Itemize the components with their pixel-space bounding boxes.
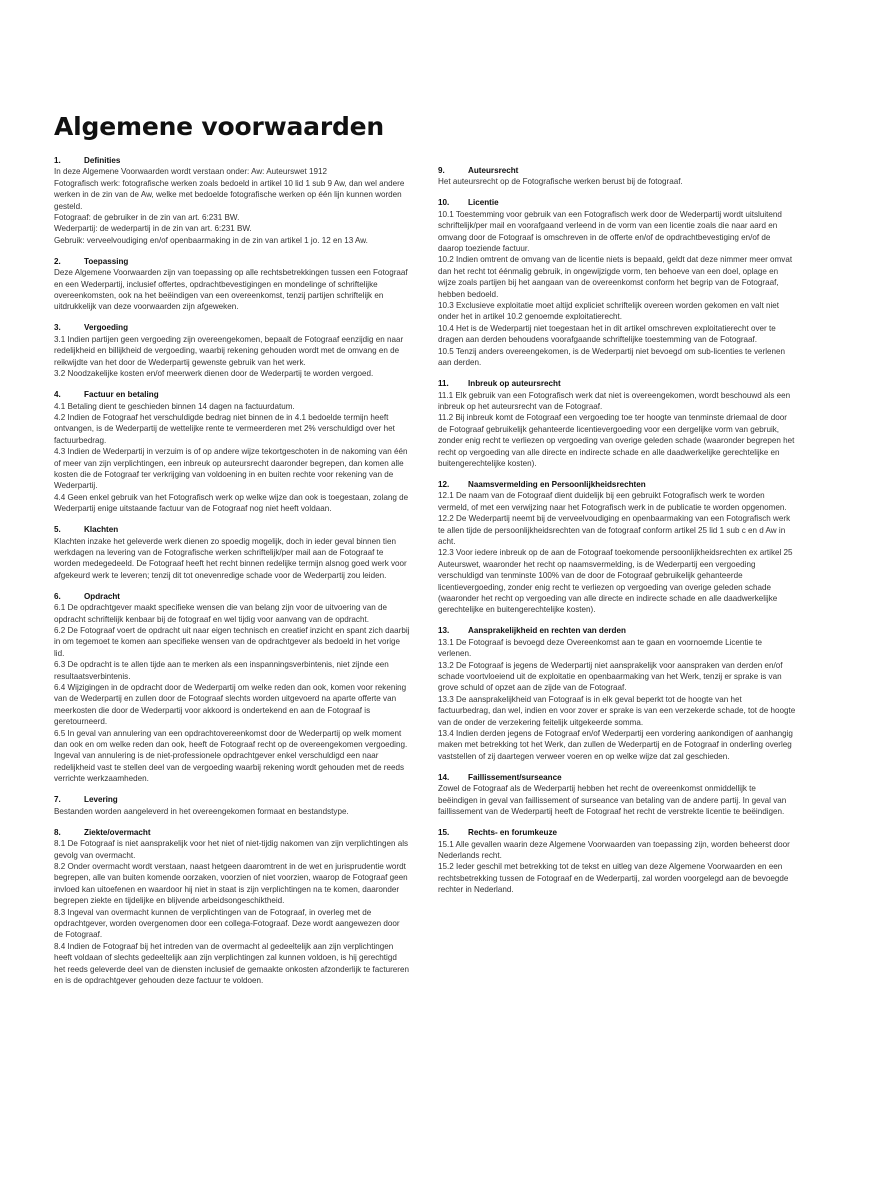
section <box>438 827 796 895</box>
paragraph: 13.2 De Fotograaf is jegens de Wederpartij niet aansprakelijk voor aanspraken van derden en/of schade voortvloeiend uit de exploitatie en openbaarmaking van het Werk, tenzij er sprake is van grove schuld of opzet aan de zijde van de Fotograaf. <box>438 660 783 693</box>
paragraph: 12.2 De Wederpartij neemt bij de verveelvoudiging en openbaarmaking van een Fotografisch werk te allen tijde de persoonlijkheidsrechten van de fotograaf conform artikel 25 lid 1 sub c en d Aw in acht. <box>438 514 791 546</box>
section-number: 11. <box>438 379 449 389</box>
section-number: 1. <box>54 156 61 165</box>
section-number: 9. <box>438 166 445 175</box>
paragraph: 10.4 Het is de Wederpartij niet toegestaan het in dit artikel omschreven exploitatierecht over te dragen aan derden behoudens voorafgaande schriftelijke toestemming van de Fotograaf. <box>438 323 776 345</box>
paragraph: 4.2 Indien de Fotograaf het verschuldigde bedrag niet binnen de in 4.1 bedoelde termijn heeft ontvangen, is de Wederpartij de wettelijke rente te vermeerderen met 2% verschuldigd over het factuurbedrag. <box>54 412 395 445</box>
right-column <box>438 165 796 905</box>
section-title: Ziekte/overmacht <box>84 827 151 837</box>
section-title: Factuur en betaling <box>84 390 159 400</box>
paragraph: 15.2 Ieder geschil met betrekking tot de tekst en uitleg van deze Algemene Voorwaarden en een rechtsbetrekking tussen de Fotograaf en de Wederpartij, zal worden voorgelegd aan de bevoegde rechter in Nederland. <box>438 862 789 895</box>
section-title: Levering <box>84 795 118 805</box>
paragraph: 8.3 Ingeval van overmacht kunnen de verplichtingen van de Fotograaf, in overleg met de opdrachtgever, worden overgenomen door een collega-Fotograaf. Deze wordt aangewezen door de Fotograaf. <box>54 907 400 940</box>
section-number: 10. <box>438 198 450 208</box>
paragraph: 6.5 In geval van annulering van een opdrachtovereenkomst door de Wederpartij op welk moment dan ook en om welke reden dan ook, heeft de Fotograaf recht op de overeengekomen vergoeding. Ingeval van annulering is de niet-professionele opdrachtgever enkel verschuldigd een naar redelijkheid vast te stellen deel van de vergoeding waarbij rekening wordt gehouden met de reeds verrichte werkzaamheden. <box>54 728 408 784</box>
section <box>54 591 410 785</box>
paragraph: Het auteursrecht op de Fotografische werken berust bij de fotograaf. <box>438 177 683 187</box>
section <box>54 155 410 246</box>
paragraph: Klachten inzake het geleverde werk dienen zo spoedig mogelijk, doch in ieder geval binnen tien werkdagen na levering van de Fotografische werken schriftelijk/per mail aan de Fotograaf te worden medegedeeld. De Fotograaf heeft het recht binnen redelijke termijn alsnog goed werk voor afgekeurd werk te leveren; tenzij dit tot onevenredige schade voor de Wederpartij zou leiden. <box>54 536 407 580</box>
paragraph: 8.2 Onder overmacht wordt verstaan, naast hetgeen daaromtrent in de wet en jurisprudentie wordt begrepen, alle van buiten komende oorzaken, voorzien of niet voorzien, waarop de Fotograaf geen invloed kan uitoefenen en waardoor hij niet in staat is zijn verplichtingen na te komen, daaronder begrepen ziekte en tijdelijke en blijvende arbeidsongeschiktheid. <box>54 861 408 906</box>
paragraph: In deze Algemene Voorwaarden wordt verstaan onder: Aw: Auteurswet 1912 <box>54 167 327 177</box>
section-heading <box>54 827 410 838</box>
paragraph: 13.1 De Fotograaf is bevoegd deze Overeenkomst aan te gaan en voornoemde Licentie te verlenen. <box>438 637 762 659</box>
paragraph: 15.1 Alle gevallen waarin deze Algemene Voorwaarden van toepassing zijn, worden beheerst door Nederlands recht. <box>438 839 790 860</box>
section-title: Aansprakelijkheid en rechten van derden <box>468 626 626 636</box>
section-number: 14. <box>438 772 450 782</box>
section <box>54 827 410 987</box>
paragraph: 4.4 Geen enkel gebruik van het Fotografisch werk op welke wijze dan ook is toegestaan, zolang de Wederpartij enige uitstaande factuur van de Fotograaf nog niet heeft voldaan. <box>54 492 409 514</box>
paragraph: 12.1 De naam van de Fotograaf dient duidelijk bij een gebruikt Fotografisch werk te worden vermeld, of met een verwijzing naar het Fotografisch werk in de publicatie te worden opgenomen. <box>438 491 787 512</box>
section-heading <box>438 625 796 636</box>
paragraph: 11.2 Bij inbreuk komt de Fotograaf een vergoeding toe ter hoogte van tenminste driemaal de door de Fotograaf gebruikelijk gehanteerde licentievergoeding voor een dergelijke vorm van gebruik, zonder enig recht te verliezen op vergoeding van overige geleden schade (waaronder begrepen het recht op vergoeding van alle directe en indirecte schade en alle daadwerkelijke gerechtelijke en buitengerechtelijke kosten). <box>438 413 795 468</box>
paragraph: 11.1 Elk gebruik van een Fotografisch werk dat niet is overeengekomen, wordt beschouwd als een inbreuk op het auteursrecht van de Fotograaf. <box>438 390 791 411</box>
section-heading <box>54 389 410 400</box>
section-title: Inbreuk op auteursrecht <box>468 379 561 389</box>
section-number: 4. <box>54 390 61 400</box>
section-heading <box>438 165 796 176</box>
section-heading <box>438 827 796 838</box>
paragraph: 13.3 De aansprakelijkheid van Fotograaf is in elk geval beperkt tot de hoogte van het factuurbedrag, dan wel, indien en voor zover er sprake is van een verzekerde schade, tot de hoogte van de onder de verzekering feitelijk uitgekeerde somma. <box>438 694 796 727</box>
paragraph: 3.2 Noodzakelijke kosten en/of meerwerk dienen door de Wederpartij te worden vergoed. <box>54 369 374 379</box>
section-number: 5. <box>54 525 61 535</box>
paragraph: Fotografisch werk: fotografische werken zoals bedoeld in artikel 10 lid 1 sub 9 Aw, dan wel andere werken in de zin van de Aw, welke met bedoelde fotografische werken op één lijn kunnen worden gesteld. <box>54 178 405 211</box>
section-title: Opdracht <box>84 591 120 601</box>
section <box>438 772 796 818</box>
paragraph: 10.1 Toestemming voor gebruik van een Fotografisch werk door de Wederpartij wordt uitsluitend schriftelijk/per mail en voorafgaand verleend in de vorm van een licentie zoals die naar aard en omvang door de Fotograaf is omschreven in de offerte en/of de opdrachtbevestiging en/of de daarop toeziende factuur. <box>438 209 782 254</box>
paragraph: 4.1 Betaling dient te geschieden binnen 14 dagen na factuurdatum. <box>54 401 295 411</box>
section-number: 3. <box>54 323 61 333</box>
section-heading <box>54 591 410 602</box>
section-title: Toepassing <box>84 256 129 266</box>
section-heading <box>54 794 410 805</box>
page-title: Algemene voorwaarden <box>54 112 385 141</box>
section-heading <box>438 197 796 208</box>
section <box>54 389 410 514</box>
section-title: Vergoeding <box>84 323 129 333</box>
section-title: Licentie <box>468 198 499 208</box>
section <box>54 524 410 581</box>
paragraph: Zowel de Fotograaf als de Wederpartij hebben het recht de overeenkomst onmiddellijk te beëindigen in geval van faillissement of surseance van betaling van de andere partij. In geval van faillissement van de Wederpartij heeft de Fotograaf het recht de verstrekte licentie te beëindigen. <box>438 784 787 817</box>
paragraph: 13.4 Indien derden jegens de Fotograaf en/of Wederpartij een vordering aankondigen of aanhangig maken met betrekking tot het Werk, dan zullen de Wederpartij en de Fotograaf in onderling overleg vaststellen of zij daartegen verweer voeren en op welke wijze dat zal geschieden. <box>438 729 793 761</box>
section-heading <box>438 479 796 490</box>
paragraph: 6.3 De opdracht is te allen tijde aan te merken als een inspanningsverbintenis, niet zijnde een resultaatsverbintenis. <box>54 660 389 681</box>
paragraph: 10.5 Tenzij anders overeengekomen, is de Wederpartij niet bevoegd om sub-licenties te verlenen aan derden. <box>438 346 786 368</box>
section <box>438 479 796 616</box>
paragraph: 3.1 Indien partijen geen vergoeding zijn overeengekomen, bepaalt de Fotograaf eenzijdig en naar redelijkheid en billijkheid de vergoeding, waarbij rekening gehouden wordt met de omvang en de reikwijdte van het door de Wederpartij gewenste gebruik van het werk. <box>54 334 404 367</box>
left-column <box>54 155 410 996</box>
paragraph: Gebruik: verveelvoudiging en/of openbaarmaking in de zin van artikel 1 jo. 12 en 13 Aw. <box>54 235 368 245</box>
section <box>438 165 796 188</box>
section-title: Naamsvermelding en Persoonlijkheidsrechten <box>468 479 646 489</box>
paragraph: Bestanden worden aangeleverd in het overeengekomen formaat en bestandstype. <box>54 806 349 816</box>
section-heading <box>54 524 410 535</box>
section <box>54 256 410 313</box>
paragraph: 6.1 De opdrachtgever maakt specifieke wensen die van belang zijn voor de uitvoering van de opdracht schriftelijk kenbaar bij de fotograaf en wel tijdig voor aanvang van de opdracht. <box>54 603 387 624</box>
paragraph: 10.3 Exclusieve exploitatie moet altijd expliciet schriftelijk overeen worden gekomen en valt niet onder het in artikel 10.2 genoemde exploitatierecht. <box>438 301 780 322</box>
paragraph: 4.3 Indien de Wederpartij in verzuim is of op andere wijze tekortgeschoten in de nakoming van één of meer van zijn verplichtingen, een inbreuk op auteursrecht daaronder begrepen, dan komen alle kosten die de Fotograaf ter verkrijging van voldoening in en buiten rechte voor rekening van de Wederpartij. <box>54 447 408 491</box>
paragraph: Wederpartij: de wederpartij in de zin van art. 6:231 BW. <box>54 224 252 234</box>
section <box>438 378 796 469</box>
section <box>438 197 796 368</box>
section <box>54 322 410 379</box>
section-title: Klachten <box>84 525 119 535</box>
section-heading <box>54 155 410 166</box>
section-heading <box>438 378 796 389</box>
paragraph: Deze Algemene Voorwaarden zijn van toepassing op alle rechtsbetrekkingen tussen een Fotograaf en een Wederpartij, inclusief offertes, opdrachtbevestigingen en mondelinge of schriftelijke overeenkomsten, ook na het beëindigen van een overeenkomst, tenzij partijen schriftelijk en uitdrukkelijk van deze voorwaarden zijn afgeweken. <box>54 268 408 312</box>
paragraph: 10.2 Indien omtrent de omvang van de licentie niets is bepaald, geldt dat deze nimmer meer omvat dan het recht tot éénmalig gebruik, in ongewijzigde vorm, ten behoeve van een doel, oplage en wijze zoals partijen bij het aangaan van de overeenkomst conform het begrip van de Fotograaf, hebben bedoeld. <box>438 255 793 299</box>
section <box>438 625 796 762</box>
section-number: 2. <box>54 256 61 266</box>
paragraph: 8.4 Indien de Fotograaf bij het intreden van de overmacht al gedeeltelijk aan zijn verplichtingen heeft voldaan of slechts gedeeltelijk aan zijn verplichtingen zal kunnen voldoen, is hij gerechtigd het reeds geleverde deel van de diensten inclusief de gemaakte onkosten afzonderlijk te factureren en is de opdrachtgever gehouden deze factuur te voldoen. <box>54 941 410 985</box>
section-number: 12. <box>438 479 450 489</box>
section-heading <box>54 322 410 333</box>
section-heading <box>438 772 796 783</box>
section-number: 7. <box>54 795 61 805</box>
section-title: Definities <box>84 156 121 165</box>
section-number: 8. <box>54 827 61 837</box>
section-number: 6. <box>54 591 61 601</box>
section <box>54 794 410 817</box>
paragraph: Fotograaf: de gebruiker in de zin van art. 6:231 BW. <box>54 213 240 223</box>
paragraph: 6.2 De Fotograaf voert de opdracht uit naar eigen technisch en creatief inzicht en spant zich daarbij in om tegemoet te komen aan specifieke wensen van de opdrachtgever als bedoeld in het vorige lid. <box>54 626 410 658</box>
section-heading <box>54 256 410 267</box>
paragraph: 6.4 Wijzigingen in de opdracht door de Wederpartij om welke reden dan ook, komen voor rekening van de Wederpartij en zullen door de Fotograaf slechts worden uitgevoerd na aparte offerte van meerkosten die door de Wederpartij voor akkoord is ondertekend en aan de Fotograaf is geretourneerd. <box>54 683 407 727</box>
section-number: 15. <box>438 828 450 838</box>
section-number: 13. <box>438 626 450 636</box>
section-title: Auteursrecht <box>468 166 519 175</box>
paragraph: 12.3 Voor iedere inbreuk op de aan de Fotograaf toekomende persoonlijkheidsrechten ex artikel 25 Auteurswet, waaronder het recht op naamsvermelding, is de Wederpartij een vergoeding verschuldigd van tenminste 100% van de door de Fotograaf gebruikelijk gehanteerde licentievergoeding, zonder enig recht te verliezen op vergoeding van overige geleden schade (waaronder het recht op vergoeding van alle directe en indirecte schade en alle daadwerkelijke gerechtelijke en buitengerechtelijke kosten). <box>438 548 793 615</box>
section-title: Faillissement/surseance <box>468 772 562 782</box>
section-title: Rechts- en forumkeuze <box>468 828 558 838</box>
paragraph: 8.1 De Fotograaf is niet aansprakelijk voor het niet of niet-tijdig nakomen van zijn verplichtingen als gevolg van overmacht. <box>54 839 409 860</box>
